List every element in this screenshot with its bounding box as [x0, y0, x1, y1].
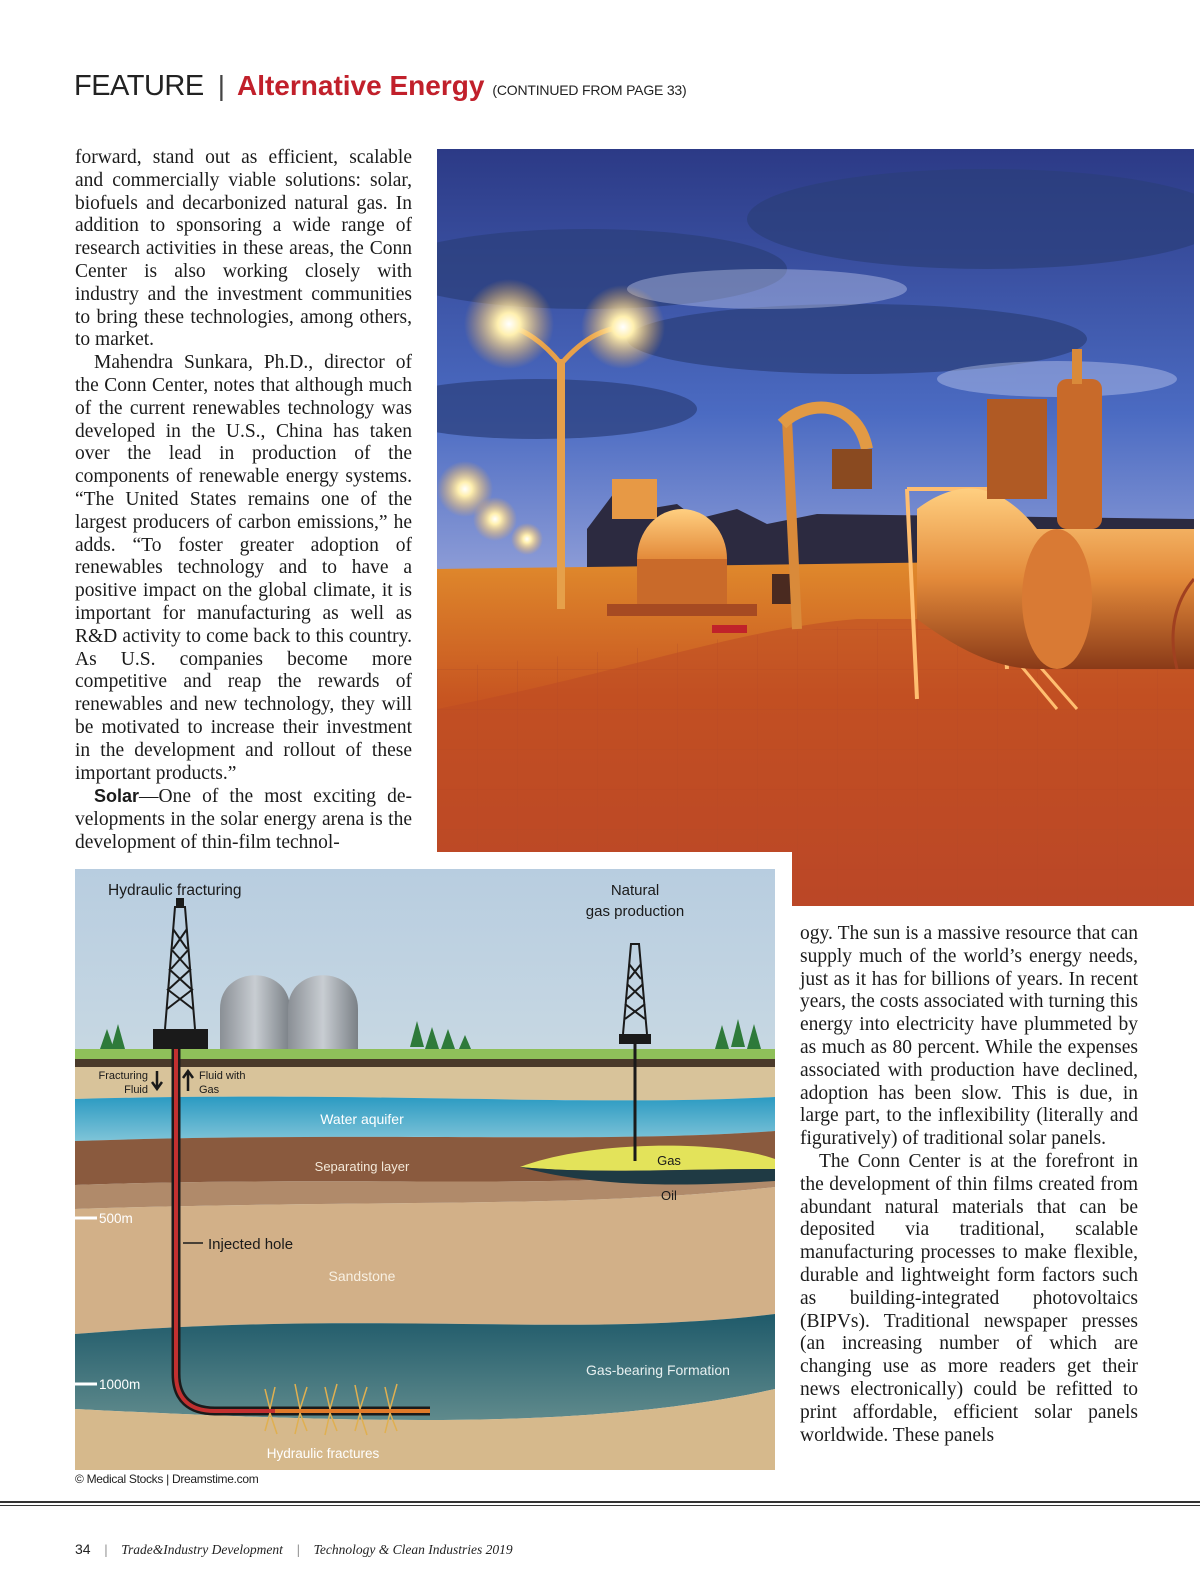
injected-hole-label: Injected hole [208, 1236, 294, 1253]
fracturing-fluid-label-2: Fluid [124, 1084, 148, 1096]
page-footer [75, 1541, 513, 1558]
section-label: FEATURE [74, 70, 204, 102]
publication-name: Trade&Industry Development [121, 1542, 283, 1557]
gas-label: Gas [657, 1153, 681, 1168]
hydraulic-fractures-label: Hydraulic fractures [266, 1446, 380, 1461]
continued-note: (CONTINUED FROM PAGE 33) [492, 82, 687, 98]
sandstone-label: Sandstone [328, 1268, 396, 1284]
water-aquifer-label: Water aquifer [320, 1111, 404, 1127]
right-text-column [800, 923, 1138, 1447]
paragraph: The Conn Center is at the forefront in the development of thin films created from abundant natural materials that can be deposited via traditional, scalable manufacturing processes to make flexible, durable and lightweight form factors such as building-integrated photovoltaics (BIPVs). Traditional newspaper presses (an increasing number of which are changing use as more readers get their news electronically) could be refitted to print affordable, efficient solar panels worldwide. These panels [800, 1150, 1138, 1446]
footer-separator: | [104, 1542, 108, 1557]
page-header [74, 70, 974, 110]
paragraph: Mahendra Sunkara, Ph.D., director of the Conn Center, notes that although much of the current renewables technology was developed in the U.S., China has taken over the lead in production of the components of renewable energy systems. “The United States remains one of the largest producers of carbon emissions,” he adds. “To foster greater adoption of renewables technology and to have a positive impact on the global climate, it is important for manufacturing as well as R&D activity to come back to this country. As U.S. companies become more competitive and reap the rewards of renewables and new technology, they will be motivated to increase their investment in the development and rollout of these important products.” [75, 352, 412, 784]
header-separator: | [217, 70, 225, 101]
issue-name: Technology & Clean Industries 2019 [313, 1542, 513, 1557]
diagram-title-right-2: gas production [585, 903, 685, 920]
depth-500m-label: 500m [99, 1211, 133, 1226]
fluid-with-gas-label-1: Fluid with [199, 1070, 246, 1082]
hydraulic-fracturing-diagram [75, 869, 775, 1470]
topic-title: Alternative Energy [236, 70, 485, 101]
gas-bearing-formation-label: Gas-bearing Formation [586, 1362, 730, 1378]
runin-heading: Solar [94, 786, 140, 807]
footer-rule [0, 1505, 1200, 1506]
paragraph: ogy. The sun is a massive resource that can supply much of the world’s energy needs, just as it has for billions of years. In recent years, the costs associated with turning this energy into electricity have plummeted by as much as 80 percent. While the expenses associated with production have declined, adoption has been slow. This is due, in large part, to the inflexibility (literally and figuratively) of traditional solar panels. [800, 923, 1138, 1150]
footer-separator: | [296, 1542, 300, 1557]
separating-layer-label: Separating layer [314, 1159, 410, 1174]
paragraph: forward, stand out as efficient, scalable and commercially viable solutions: solar, biofuels and decarbonized natural gas. In addition to sponsoring a wide range of research activities in these areas, the Conn Center is also working closely with industry and the investment communities to bring these technologies, among others, to market. [75, 147, 412, 351]
fracturing-fluid-label-1: Fracturing [98, 1070, 148, 1082]
left-text-column [75, 147, 412, 855]
fluid-with-gas-label-2: Gas [199, 1084, 220, 1096]
paragraph [75, 785, 412, 854]
image-credit: © Medical Stocks | Dreamstime.com [75, 1472, 259, 1486]
gas-facility-photo [437, 149, 1194, 906]
oil-label: Oil [661, 1188, 677, 1203]
diagram-title-left: Hydraulic fracturing [108, 882, 242, 899]
footer-rule [0, 1501, 1200, 1503]
page-number: 34 [75, 1541, 91, 1557]
paragraph-text: —One of the most exciting developments in the solar energy arena is the development of thin-film technol- [75, 786, 412, 853]
depth-1000m-label: 1000m [99, 1377, 141, 1392]
diagram-title-right-1: Natural [610, 882, 660, 899]
